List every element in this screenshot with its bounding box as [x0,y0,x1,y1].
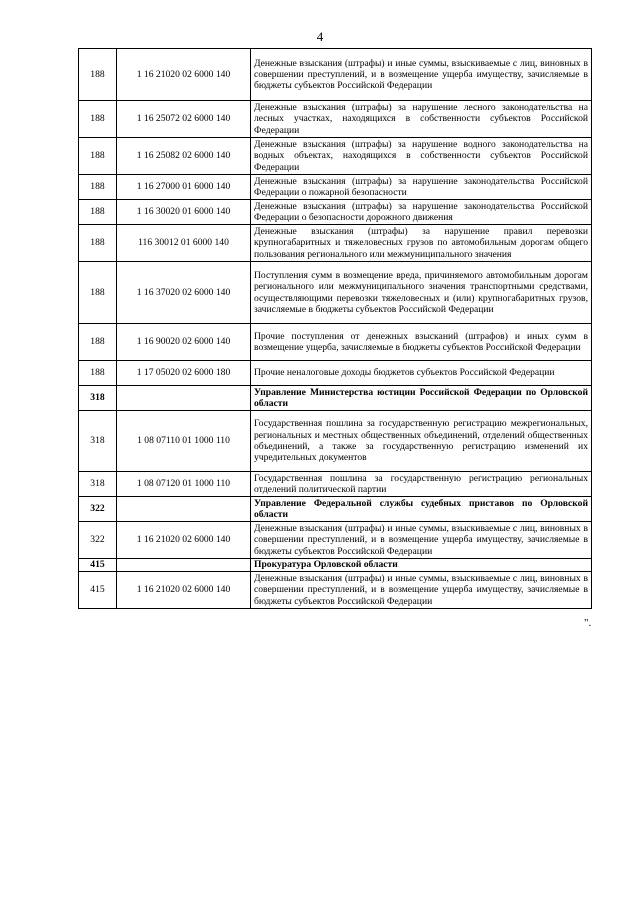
budget-code-cell: 1 17 05020 02 6000 180 [117,361,251,386]
table-body [79,49,592,609]
table-row [79,101,592,138]
description-cell: Денежные взыскания (штрафы) за нарушение законодательства Российской Федерации о пожарной безопасности [251,175,592,200]
admin-code-cell: 318 [79,472,117,497]
budget-code-cell: 1 16 25082 02 6000 140 [117,138,251,175]
admin-code-cell: 188 [79,361,117,386]
admin-code-cell: 188 [79,200,117,225]
administrator-name-cell: Управление Министерства юстиции Российской Федерации по Орловской области [251,386,592,411]
admin-code-cell: 188 [79,101,117,138]
description-cell: Денежные взыскания (штрафы) за нарушение законодательства Российской Федерации о безопасности дорожного движения [251,200,592,225]
description-cell: Государственная пошлина за государственную регистрацию межрегиональных, региональных и местных общественных объединений, отделений общественных объединений, а также за государственную регистрацию изменений их учредительных документов [251,411,592,472]
admin-code-cell: 322 [79,522,117,559]
table-row [79,262,592,324]
description-cell: Денежные взыскания (штрафы) за нарушение правил перевозки крупногабаритных и тяжеловесных грузов по автомобильным дорогам общего пользования регионального или межмуниципального значения [251,225,592,262]
description-cell: Денежные взыскания (штрафы) и иные суммы, взыскиваемые с лиц, виновных в совершении преступлений, и в возмещение ущерба имуществу, зачисляемые в бюджеты субъектов Российской Федерации [251,572,592,609]
budget-code-cell [117,386,251,411]
description-cell: Денежные взыскания (штрафы) за нарушение лесного законодательства на лесных участках, находящихся в собственности субъектов Российской Федерации [251,101,592,138]
budget-code-cell: 1 16 90020 02 6000 140 [117,324,251,361]
budget-code-cell: 1 16 21020 02 6000 140 [117,522,251,559]
revenue-code-table [78,48,592,609]
budget-code-cell [117,559,251,572]
description-cell: Государственная пошлина за государственную регистрацию региональных отделений политической партии [251,472,592,497]
budget-code-cell: 1 16 21020 02 6000 140 [117,572,251,609]
budget-code-cell: 1 16 25072 02 6000 140 [117,101,251,138]
table-row [79,522,592,559]
table-row [79,138,592,175]
admin-code-cell: 188 [79,138,117,175]
table-row [79,572,592,609]
admin-code-cell: 415 [79,572,117,609]
description-cell: Прочие поступления от денежных взысканий (штрафов) и иных сумм в возмещение ущерба, зачисляемые в бюджеты субъектов Российской Федерации [251,324,592,361]
budget-code-cell: 1 08 07120 01 1000 110 [117,472,251,497]
table-row [79,225,592,262]
admin-code-cell: 322 [79,497,117,522]
admin-code-cell: 188 [79,324,117,361]
description-cell: Денежные взыскания (штрафы) за нарушение водного законодательства на водных объектах, находящихся в собственности субъектов Российской Федерации [251,138,592,175]
budget-code-cell: 1 16 37020 02 6000 140 [117,262,251,324]
table-row [79,361,592,386]
budget-code-cell: 1 16 30020 01 6000 140 [117,200,251,225]
description-cell: Прочие неналоговые доходы бюджетов субъектов Российской Федерации [251,361,592,386]
administrator-header-row [79,497,592,522]
description-cell: Денежные взыскания (штрафы) и иные суммы, взыскиваемые с лиц, виновных в совершении преступлений, и в возмещение ущерба имуществу, зачисляемые в бюджеты субъектов Российской Федерации [251,522,592,559]
admin-code-cell: 188 [79,175,117,200]
budget-code-cell: 1 08 07110 01 1000 110 [117,411,251,472]
admin-code-cell: 318 [79,411,117,472]
table-row [79,175,592,200]
table-row [79,472,592,497]
budget-code-cell [117,497,251,522]
table-row [79,324,592,361]
admin-code-cell: 188 [79,225,117,262]
administrator-header-row [79,386,592,411]
table-row [79,49,592,101]
administrator-header-row [79,559,592,572]
budget-code-cell: 116 30012 01 6000 140 [117,225,251,262]
table-row [79,411,592,472]
admin-code-cell: 318 [79,386,117,411]
closing-quote-mark: ". [584,617,592,629]
page-number: 4 [316,29,324,44]
administrator-name-cell: Прокуратура Орловской области [251,559,592,572]
description-cell: Поступления сумм в возмещение вреда, причиняемого автомобильным дорогам регионального или межмуниципального значения транспортными средствами, осуществляющими перевозки тяжеловесных и (или) крупногабаритных грузов, зачисляемые в бюджеты субъектов Российской Федерации [251,262,592,324]
budget-code-cell: 1 16 21020 02 6000 140 [117,49,251,101]
administrator-name-cell: Управление Федеральной службы судебных приставов по Орловской области [251,497,592,522]
description-cell: Денежные взыскания (штрафы) и иные суммы, взыскиваемые с лиц, виновных в совершении преступлений, и в возмещение ущерба имуществу, зачисляемые в бюджеты субъектов Российской Федерации [251,49,592,101]
admin-code-cell: 188 [79,49,117,101]
admin-code-cell: 415 [79,559,117,572]
admin-code-cell: 188 [79,262,117,324]
table-row [79,200,592,225]
budget-code-cell: 1 16 27000 01 6000 140 [117,175,251,200]
